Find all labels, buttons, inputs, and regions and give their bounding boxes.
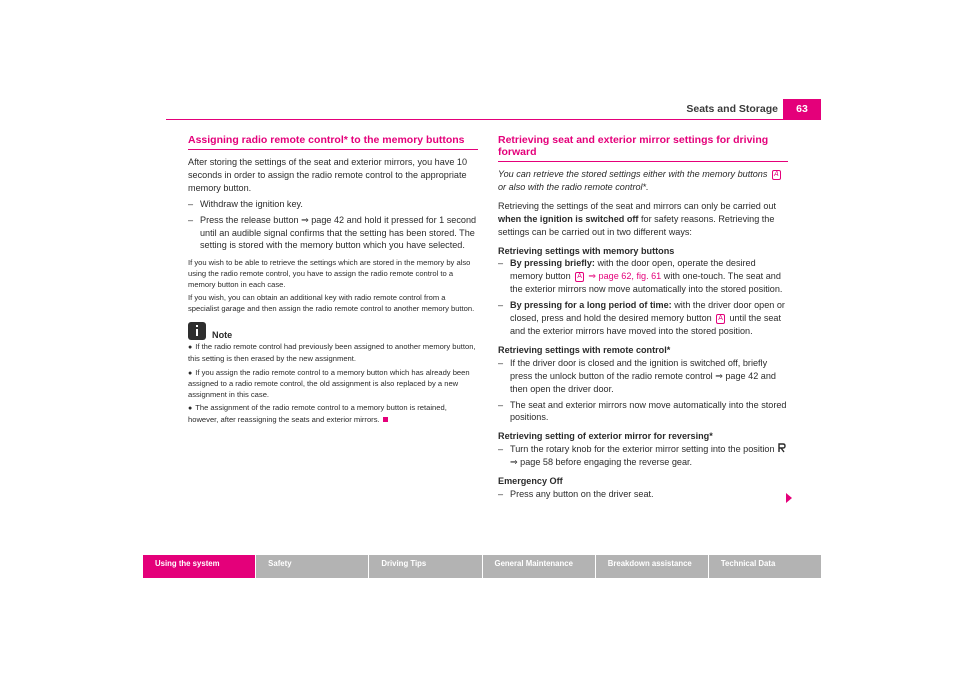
section-heading-assigning: Assigning radio remote control* to the memory buttons [188,134,478,150]
step-bold: By pressing for a long period of time: [510,300,672,311]
step-text: with the door open, operate the desired memory button [510,258,756,282]
step-text-end: with one-touch. The seat and the exterior mirrors now move automatically into the stored position. [510,271,783,295]
right-column [498,134,788,501]
step-text: Turn the rotary knob for the exterior mirror setting into the position [510,444,775,455]
intro-text: You can retrieve the stored settings either with the memory buttons [498,169,768,179]
tab-general-maintenance[interactable]: General Maintenance [483,555,595,578]
step-rotary-knob [498,443,788,469]
dash: – [498,357,504,368]
dash: – [498,399,504,410]
small-text-additional-key: If you wish, you can obtain an additional key with radio remote control from a specialist garage and then assign the radio remote control to another memory button. [188,293,475,313]
bullet-text: The assignment of the radio remote control to a memory button is retained, however, after reassigning the seats and exterior mirrors. [188,403,447,424]
bullet-icon: ● [188,405,193,413]
step-text: If the driver door is closed and the ignition is switched off, briefly press the unlock button of the radio remote control ⇒ page 42 and then open the driver door. [510,357,776,394]
step-press-release [188,214,478,253]
memory-button-icon: A [718,315,723,323]
tab-technical-data[interactable]: Technical Data [709,555,821,578]
note-bullet [188,368,478,401]
step-remote-move [498,399,788,425]
section-end-icon [383,417,388,422]
memory-button-icon: A [773,171,779,178]
header-title: Seats and Storage [686,103,778,115]
step-text-end: ⇒ page 58 before engaging the reverse gear. [510,457,693,468]
note-header [188,322,478,340]
step-remote-unlock [498,357,788,396]
para-text-end: for safety reasons. Retrieving the settings can be carried out in two different ways: [498,213,775,237]
step-press-briefly [498,257,788,296]
memory-button-icon: A [577,273,582,281]
step-text: The seat and exterior mirrors now move automatically into the stored positions. [510,399,787,423]
step-withdraw-key [188,198,478,211]
tab-driving-tips[interactable]: Driving Tips [369,555,481,578]
step-text: with the driver door open or closed, press and hold the desired memory button [510,300,785,324]
dash: – [188,214,194,225]
dash: – [498,258,504,269]
section-heading-retrieving: Retrieving seat and exterior mirror settings for driving forward [498,134,788,162]
step-bold: By pressing briefly: [510,258,595,269]
tab-using-the-system[interactable]: Using the system [143,555,255,578]
step-emergency [498,488,788,501]
mirror-reverse-icon [778,443,786,453]
continue-arrow-icon [786,493,792,503]
dash: – [498,300,504,311]
tab-breakdown-assistance[interactable]: Breakdown assistance [596,555,708,578]
para-bold: when the ignition is switched off [498,213,639,224]
dash: – [188,198,194,209]
bullet-text: If the radio remote control had previously been assigned to another memory button, this setting is then erased by the new assignment. [188,342,476,363]
header-rule [166,119,821,120]
step-text: Press any button on the driver seat. [510,488,654,499]
step-text-end: until the seat and the exterior mirrors have moved into the stored position. [510,313,782,336]
small-text-retrieve: If you wish to be able to retrieve the settings which are stored in the memory by also using the radio remote control, you have to assign the radio remote control to a memory button in each case. [188,258,471,289]
bullet-icon: ● [188,369,193,377]
footer-nav [143,555,821,578]
dash: – [498,488,504,499]
page-link[interactable]: ⇒ page 62, fig. 61 [588,271,662,282]
intro-text-end: or also with the radio remote control*. [498,181,649,192]
subheading-remote-control: Retrieving settings with remote control* [498,344,671,355]
subheading-reversing: Retrieving setting of exterior mirror for reversing* [498,431,713,442]
tab-safety[interactable]: Safety [256,555,368,578]
para-text: Retrieving the settings of the seat and mirrors can only be carried out [498,200,777,211]
info-icon [188,322,206,340]
page-number: 63 [783,99,821,119]
step-text: Withdraw the ignition key. [200,198,303,209]
left-column [188,134,478,425]
note-title: Note [212,330,233,341]
right-intro [498,168,788,194]
left-intro: After storing the settings of the seat and exterior mirrors, you have 10 seconds in order to assign the radio remote control to the appropriate memory button. [188,157,468,193]
subheading-memory-buttons: Retrieving settings with memory buttons [498,245,675,256]
step-text: Press the release button ⇒ page 42 and hold it pressed for 1 second until an audible signal confirms that the setting has been stored. The setting is stored with the memory button which you have selected. [200,214,477,251]
note-bullet [188,403,478,425]
bullet-text: If you assign the radio remote control to a memory button which has already been assigned to a radio remote control, the old assignment is also replaced by a new assignment in this case. [188,367,470,399]
dash: – [498,444,504,455]
subheading-emergency: Emergency Off [498,476,563,487]
note-bullet [188,342,478,364]
right-para1 [498,200,788,239]
bullet-icon: ● [188,344,193,352]
step-press-long [498,299,788,338]
